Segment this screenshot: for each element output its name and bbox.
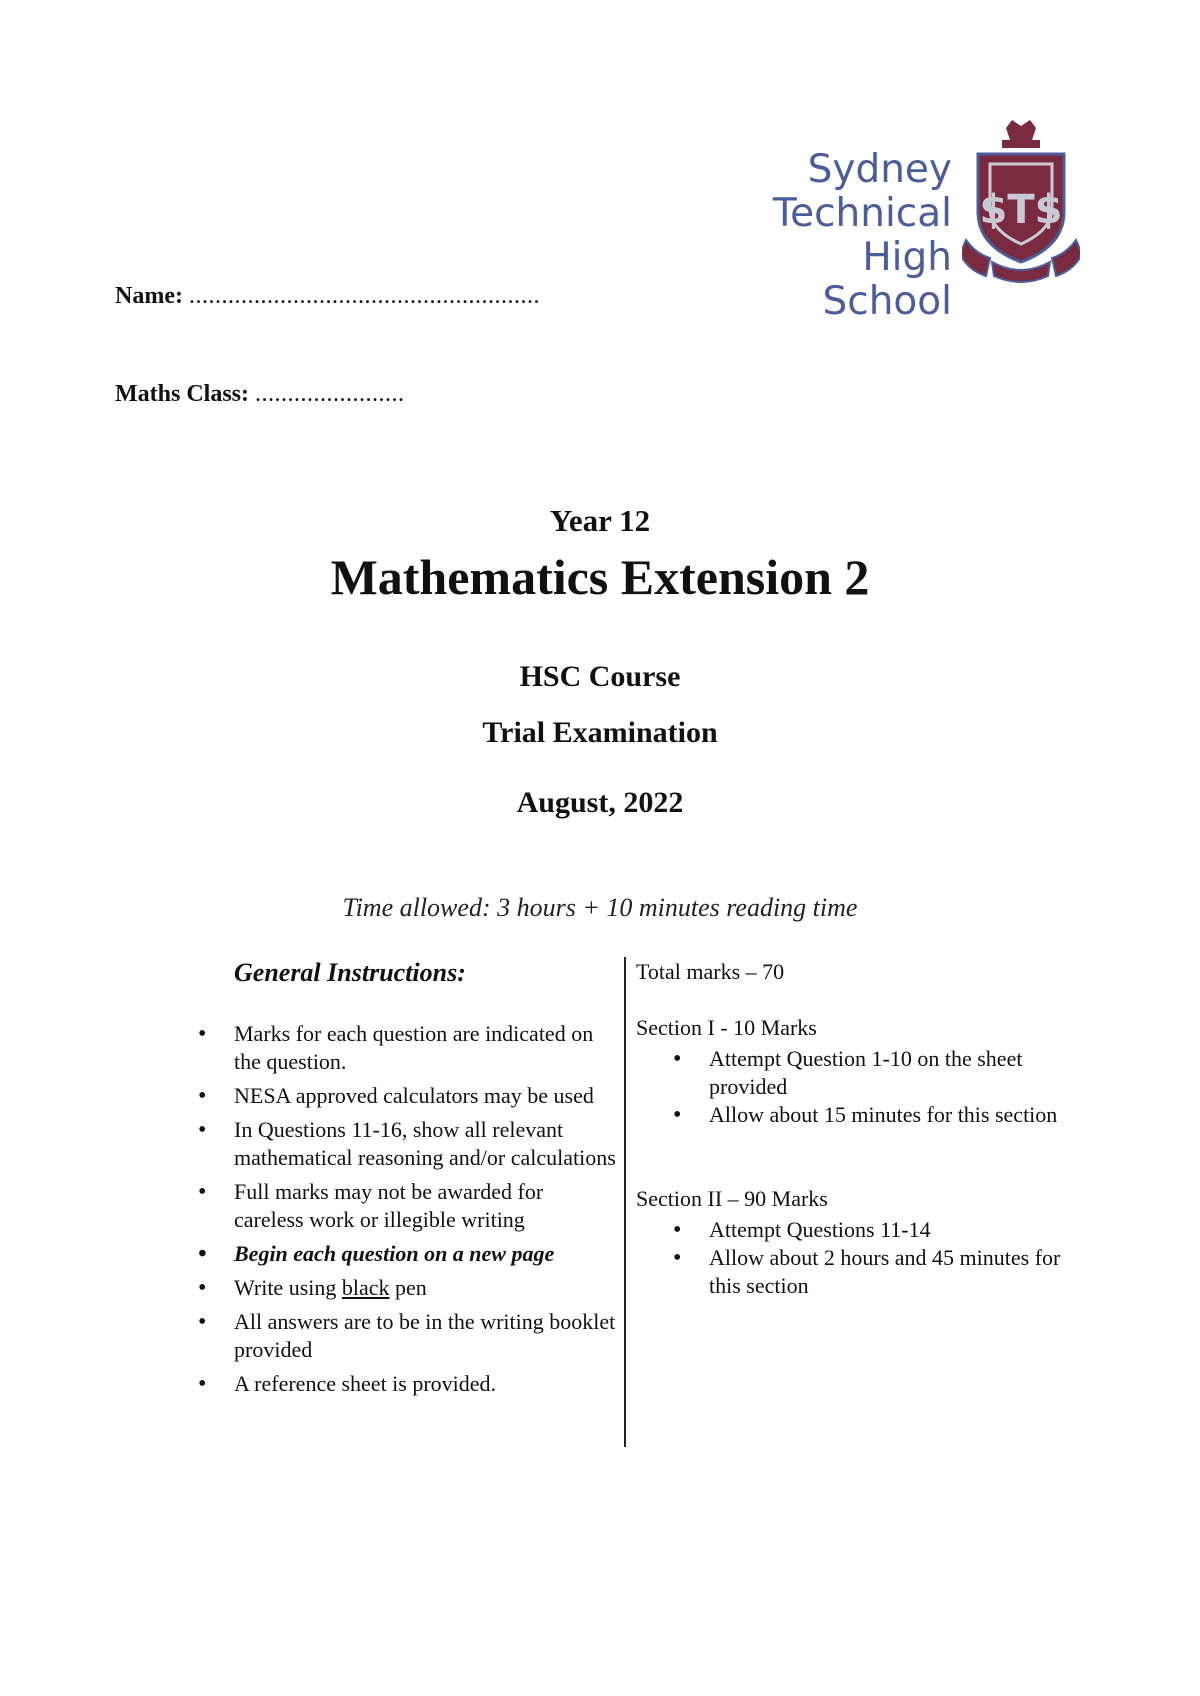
exam-date: August, 2022 xyxy=(516,786,684,819)
year-heading: Year 12 xyxy=(549,503,651,538)
instruction-item: • All answers are to be in the writing booklet provided xyxy=(198,1308,618,1364)
name-label: Name: xyxy=(115,283,183,309)
school-name-line-1: Sydney xyxy=(807,147,952,192)
instructions-heading: General Instructions: xyxy=(234,958,466,987)
name-field xyxy=(115,283,540,310)
column-divider xyxy=(624,957,626,1447)
section-1-heading: Section I - 10 Marks xyxy=(636,1015,817,1040)
instruction-item: • A reference sheet is provided. xyxy=(198,1370,618,1398)
section-2-item: • Attempt Questions 11-14 xyxy=(673,1216,1093,1244)
section-2-heading: Section II – 90 Marks xyxy=(636,1186,828,1211)
instructions-list xyxy=(198,1020,618,1404)
instruction-text: Write using xyxy=(234,1275,337,1300)
maths-class-label: Maths Class: xyxy=(115,381,250,407)
school-name-line-3: High School xyxy=(822,235,952,324)
instruction-item: • Full marks may not be awarded for careless work or illegible writing xyxy=(198,1178,618,1234)
instruction-item: • NESA approved calculators may be used xyxy=(198,1082,618,1110)
instruction-item: • In Questions 11-16, show all relevant mathematical reasoning and/or calculations xyxy=(198,1116,618,1172)
svg-text:$T$: $T$ xyxy=(979,187,1063,233)
maths-class-field xyxy=(115,381,405,408)
crest-icon xyxy=(962,118,1080,284)
name-blank: ...................................................... xyxy=(188,283,540,309)
instruction-item: • Marks for each question are indicated on the question. xyxy=(198,1020,618,1076)
instruction-text: pen xyxy=(395,1275,427,1300)
instruction-emphasis: black xyxy=(341,1275,390,1300)
school-logo xyxy=(730,118,1080,324)
section-1-item: • Attempt Question 1-10 on the sheet provided xyxy=(673,1045,1093,1101)
course-heading: HSC Course xyxy=(519,660,681,693)
total-marks: Total marks – 70 xyxy=(636,959,785,984)
section-2-list xyxy=(673,1216,1093,1300)
school-name-line-2: Technical xyxy=(772,191,952,236)
time-allowed: Time allowed: 3 hours + 10 minutes reading time xyxy=(342,893,858,922)
instruction-item: • Begin each question on a new page xyxy=(198,1240,618,1268)
maths-class-blank: ....................... xyxy=(255,381,405,407)
section-1-item: • Allow about 15 minutes for this section xyxy=(673,1101,1093,1129)
section-2-item: • Allow about 2 hours and 45 minutes for this section xyxy=(673,1244,1093,1300)
section-1-list xyxy=(673,1045,1093,1129)
exam-title: Mathematics Extension 2 xyxy=(330,549,870,605)
instruction-item xyxy=(198,1274,618,1302)
exam-type: Trial Examination xyxy=(482,716,718,749)
school-name xyxy=(730,148,952,324)
